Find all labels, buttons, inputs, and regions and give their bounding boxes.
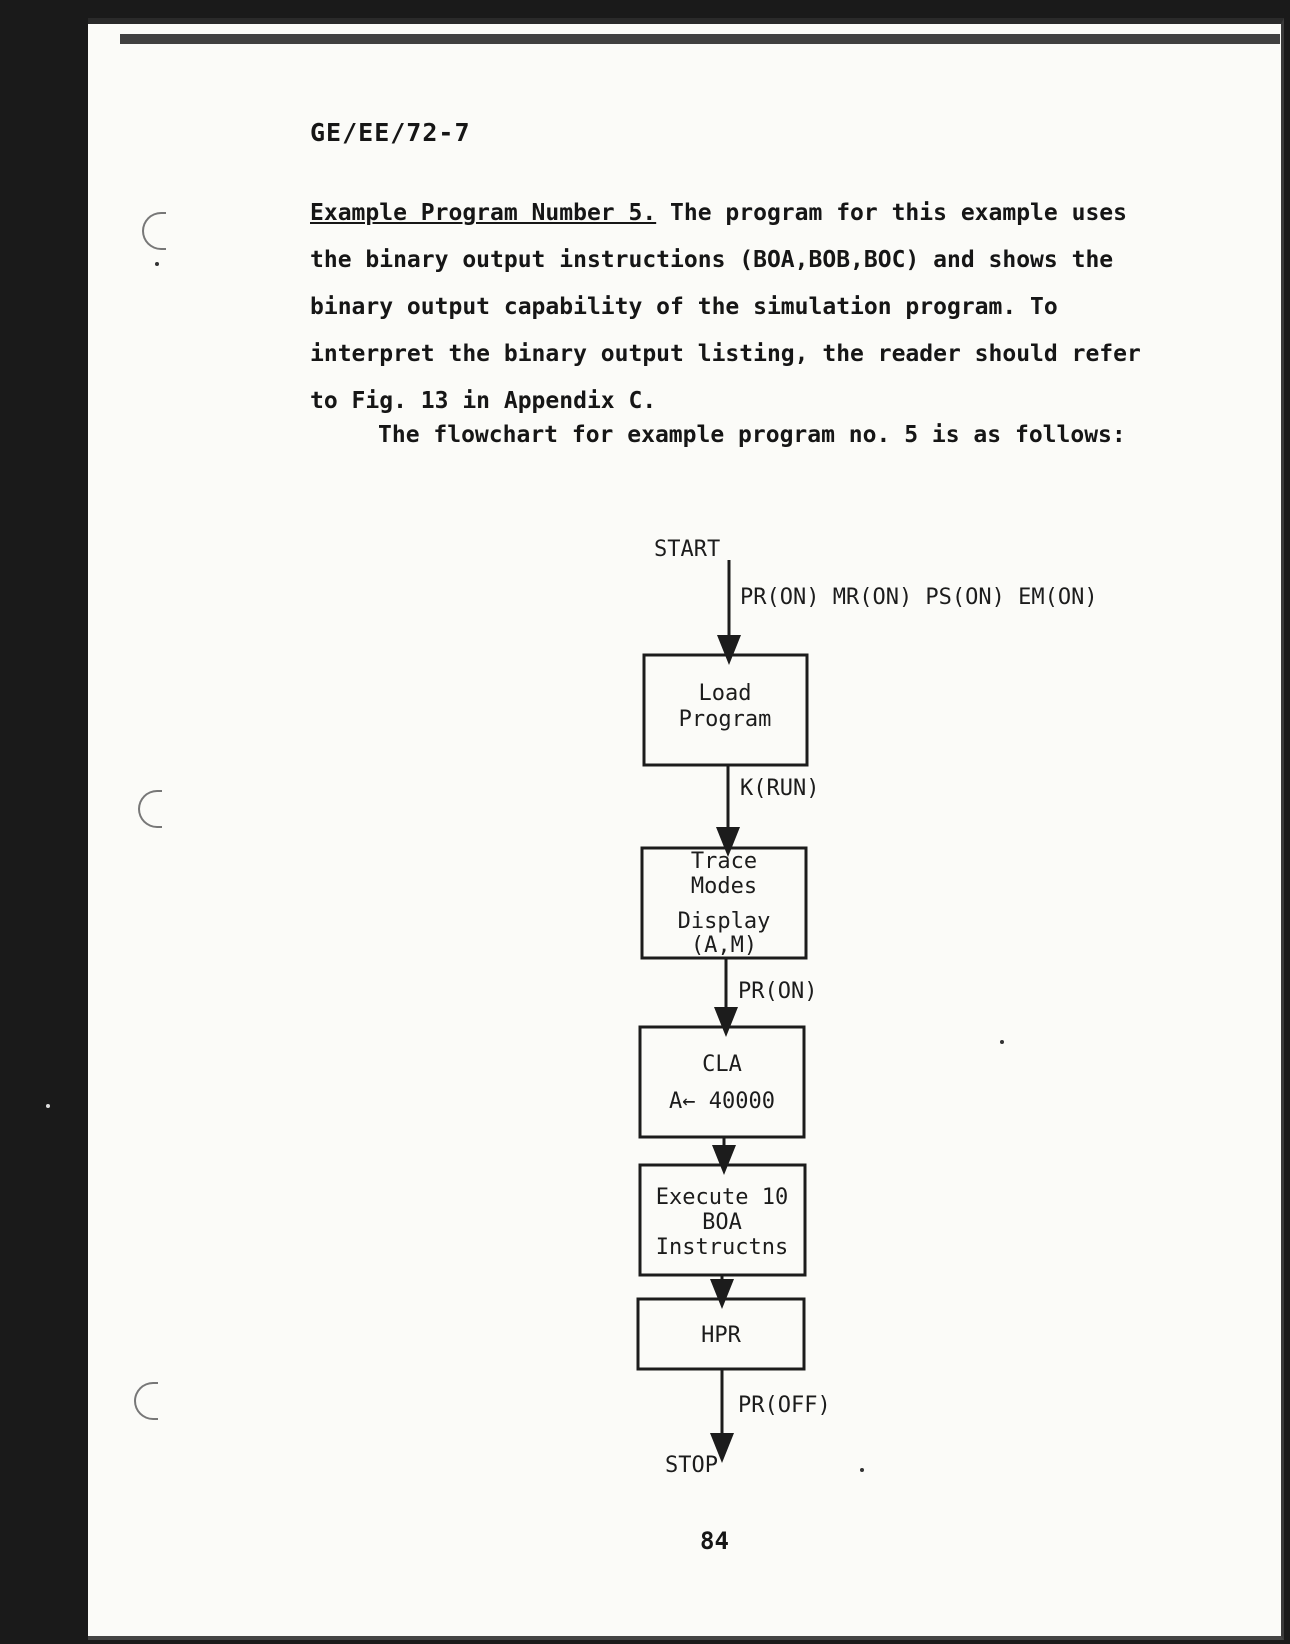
edge-label-3: PR(ON) [738, 979, 818, 1004]
document-id: GE/EE/72-7 [310, 118, 471, 147]
edge-label-1: PR(ON) MR(ON) PS(ON) EM(ON) [740, 585, 1098, 610]
paragraph-text: The program for this example uses [656, 200, 1127, 226]
edge-label-2: K(RUN) [740, 776, 820, 801]
paragraph-line: to Fig. 13 in Appendix C. [310, 388, 657, 414]
box-label: Modes [690, 874, 758, 899]
flowchart-intro: The flowchart for example program no. 5 is as follows: [378, 422, 1126, 448]
box-label: Program [678, 707, 772, 732]
box-label: CLA [702, 1052, 742, 1077]
box-label: Display [677, 909, 771, 934]
box-label: (A,M) [690, 933, 758, 958]
flowchart-start: START [654, 537, 721, 562]
box-label: A← 40000 [669, 1089, 775, 1114]
edge-label-4: PR(OFF) [738, 1393, 831, 1418]
paragraph-line: interpret the binary output listing, the reader should refer [310, 341, 1141, 367]
box-label: Load [698, 681, 752, 706]
paragraph-line: binary output capability of the simulation program. To [310, 294, 1058, 320]
box-label: Trace [690, 849, 758, 874]
box-label: HPR [701, 1323, 741, 1348]
box-label: BOA [702, 1210, 742, 1235]
page-number: 84 [700, 1527, 729, 1555]
process-box-cla [640, 1027, 804, 1137]
paragraph-heading: Example Program Number 5. [310, 200, 657, 226]
paragraph-line: the binary output instructions (BOA,BOB,BOC) and shows the [310, 247, 1114, 273]
box-label: Instructns [655, 1235, 789, 1260]
flowchart-stop: STOP [665, 1453, 718, 1478]
box-label: Execute 10 [655, 1185, 789, 1210]
